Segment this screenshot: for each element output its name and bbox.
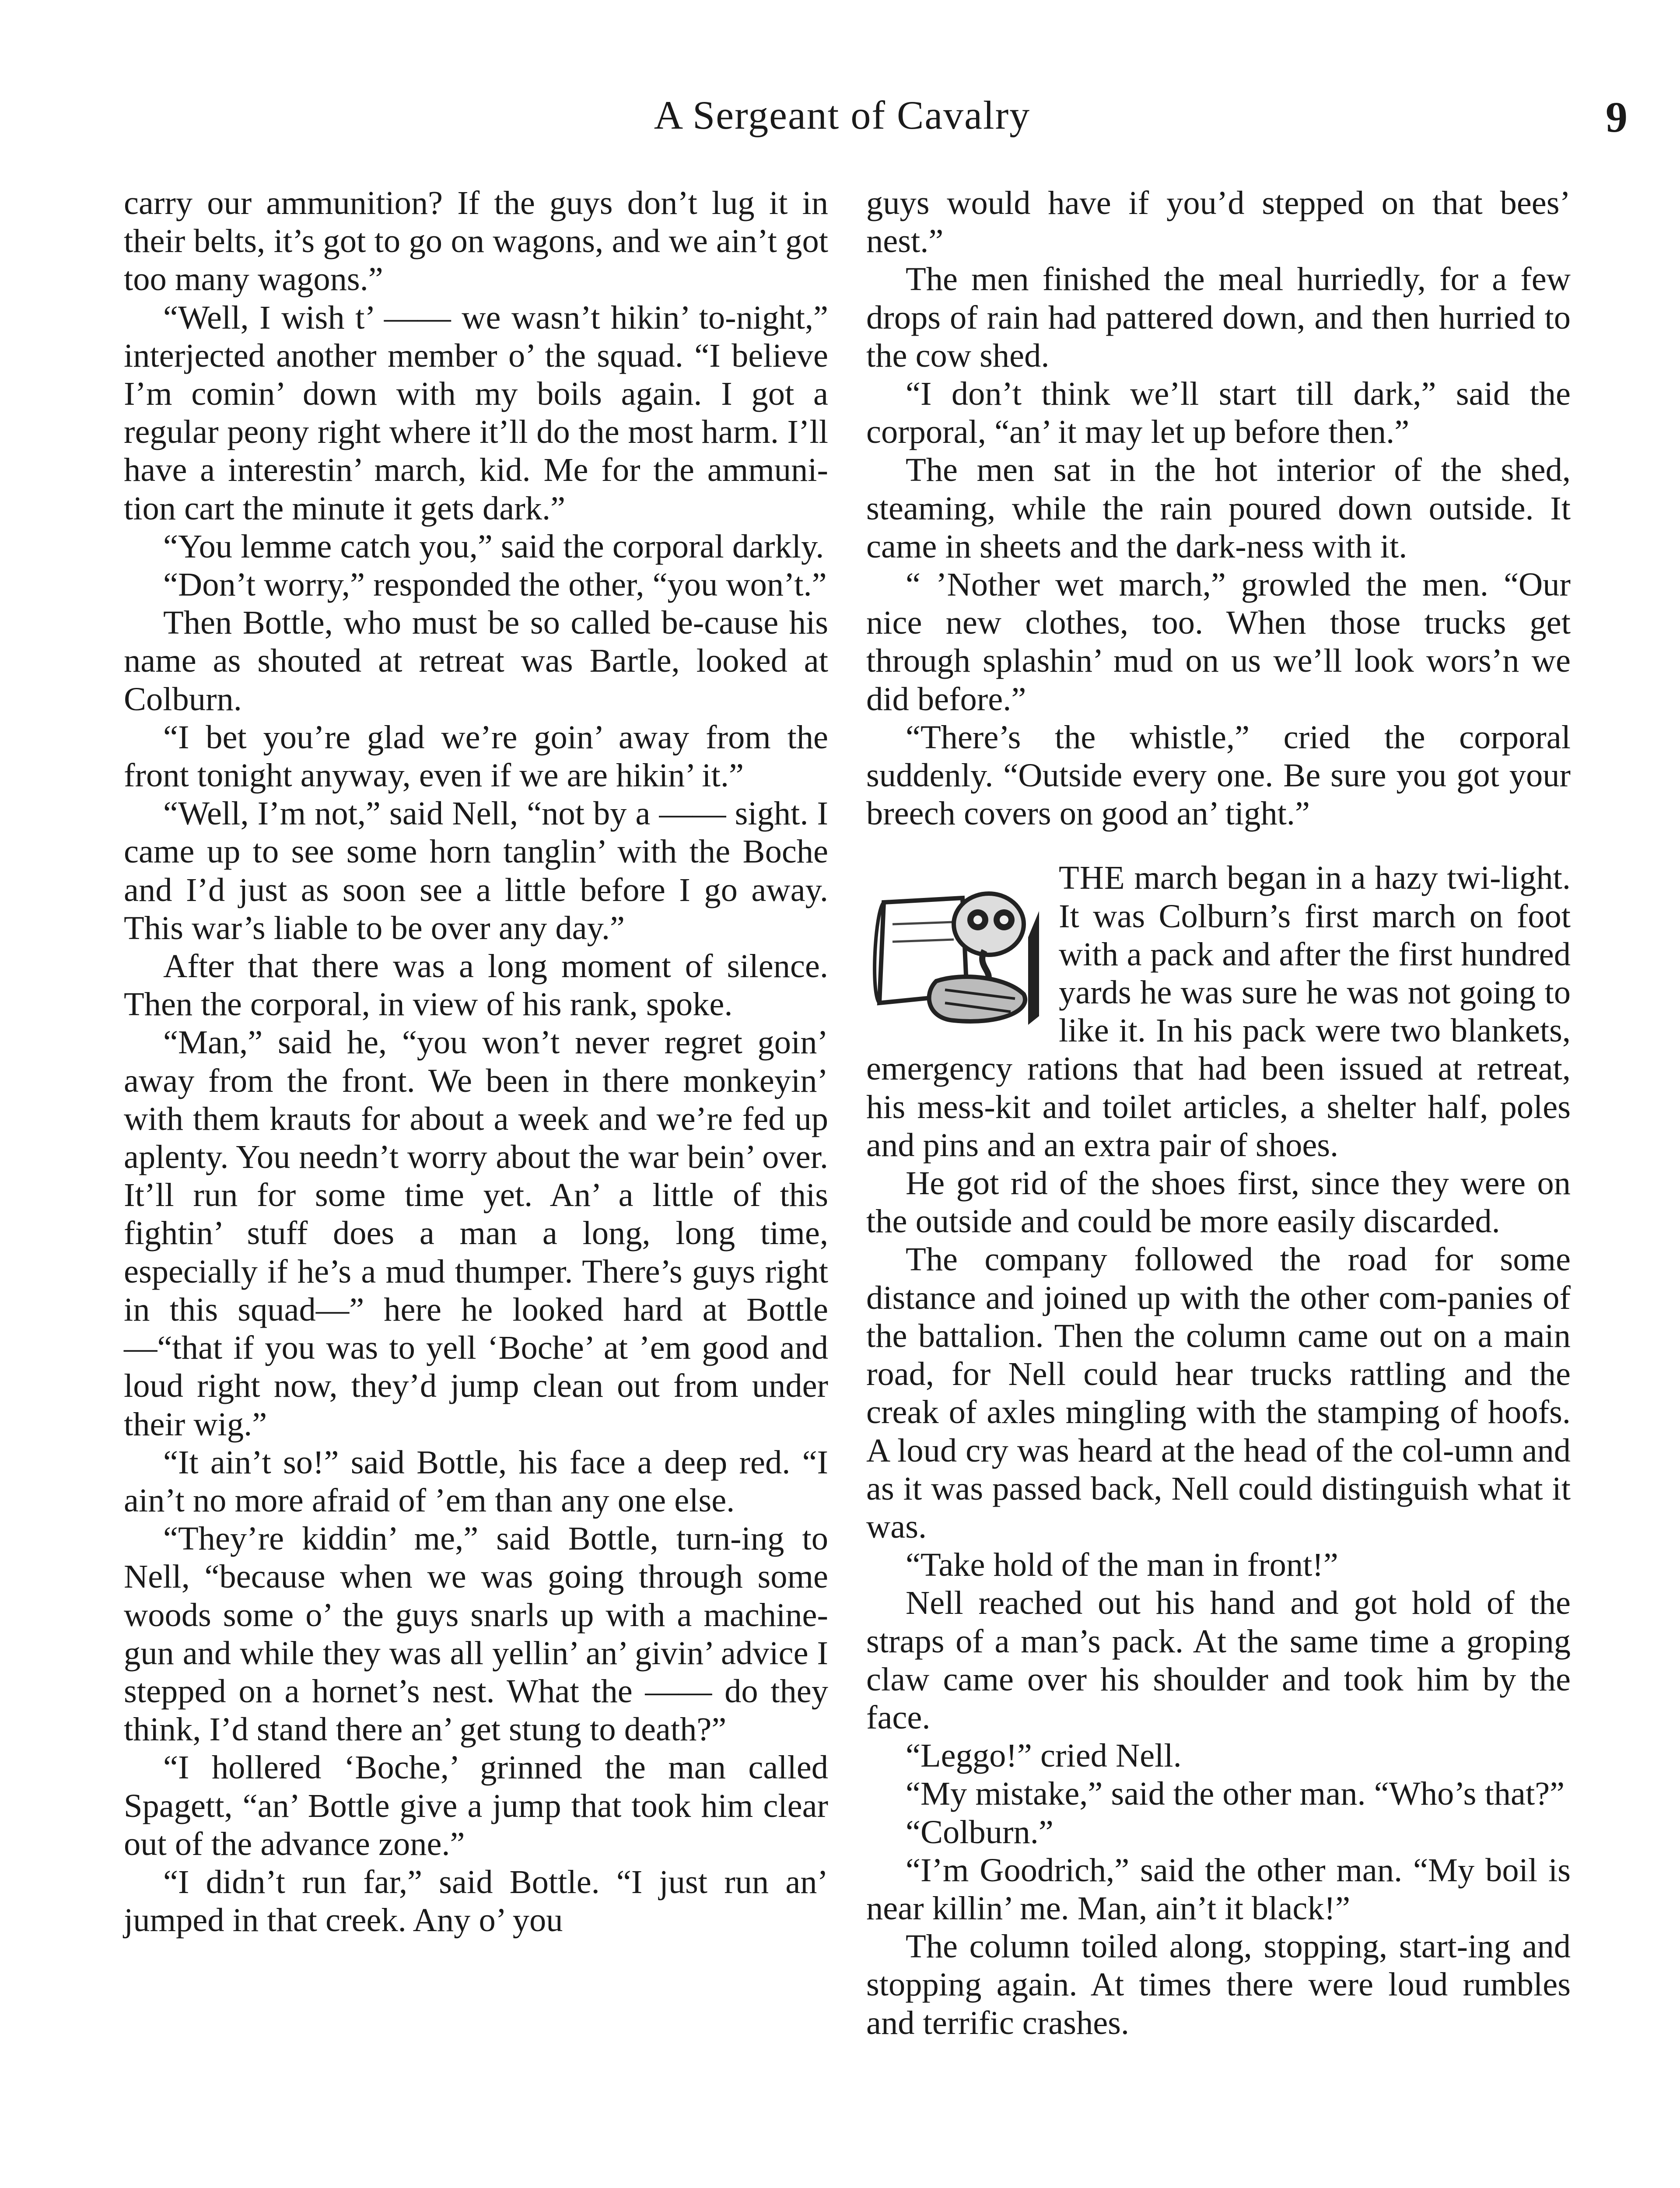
- right-column: [866, 184, 1571, 2042]
- paragraph: “There’s the whistle,” cried the corporal suddenly. “Outside every one. Be sure you got your breech covers on good an’ tight.”: [866, 718, 1571, 832]
- paragraph: “Leggo!” cried Nell.: [906, 1737, 1182, 1774]
- paragraph: “Colburn.”: [906, 1813, 1054, 1851]
- paragraph: He got rid of the shoes first, since they were on the outside and could be more easily discarded.: [866, 1164, 1571, 1240]
- paragraph: After that there was a long moment of silence. Then the corporal, in view of his rank, spoke.: [124, 947, 828, 1023]
- paragraph: “ ’Nother wet march,” growled the men. “Our nice new clothes, too. When those trucks get through splashin’ mud on us we’ll look wors’n we did before.”: [866, 566, 1571, 718]
- paragraph: “Well, I’m not,” said Nell, “not by a —— sight. I came up to see some horn tanglin’ with the Boche and I’d just as soon see a little before I go away. This war’s liable to be over any day.”: [124, 795, 828, 947]
- paragraph: Nell reached out his hand and got hold of the straps of a man’s pack. At the same time a groping claw came over his shoulder and took him by the face.: [866, 1584, 1571, 1736]
- paragraph: “You lemme catch you,” said the corporal darkly.: [163, 527, 824, 565]
- paragraph: “Well, I wish t’ —— we wasn’t hikin’ to-night,” interjected another member o’ the squad. “I believe I’m comin’ down with my boils again. I got a regular peony right where it’ll do the most harm. I’ll have a interestin’ march, kid. Me for the ammuni-tion cart the minute it gets dark.”: [124, 298, 828, 527]
- paragraph: guys would have if you’d stepped on that bees’ nest.”: [866, 184, 1571, 260]
- paragraph: The men finished the meal hurriedly, for a few drops of rain had pattered down, and then hurried to the cow shed.: [866, 260, 1571, 374]
- paragraph: “I bet you’re glad we’re goin’ away from the front tonight anyway, even if we are hikin’ it.”: [124, 718, 828, 794]
- section-opening-text: march began in a hazy twi-light. It was Colburn’s first march on foot with a pack and after the first hundred yards he was sure he was not going to like it. In his pack were two blankets, emergency rations that had been issued at retreat, his mess-kit and toilet articles, a shelter half, poles and pins and an extra pair of shoes.: [866, 859, 1571, 1164]
- paragraph: The men sat in the hot interior of the shed, steaming, while the rain poured down outside. It came in sheets and the dark-ness with it.: [866, 451, 1571, 565]
- section-lead-word: THE: [1059, 859, 1125, 897]
- paragraph: Then Bottle, who must be so called be-cause his name as shouted at retreat was Bartle, looked at Colburn.: [124, 604, 828, 718]
- paragraph: “I didn’t run far,” said Bottle. “I just run an’ jumped in that creek. Any o’ you: [124, 1863, 828, 1939]
- section-opening-paragraph: [866, 859, 1571, 1164]
- left-column: [124, 184, 828, 1939]
- paragraph: “My mistake,” said the other man. “Who’s that?”: [906, 1775, 1565, 1813]
- paragraph: “Don’t worry,” responded the other, “you won’t.”: [163, 566, 827, 603]
- paragraph: “I don’t think we’ll start till dark,” said the corporal, “an’ it may let up before then.”: [866, 375, 1571, 451]
- page-number: 9: [1606, 93, 1628, 141]
- paragraph: The company followed the road for some distance and joined up with the other com-panies of the battalion. Then the column came out on a main road, for Nell could hear trucks rattling and the creak of axles mingling with the stamping of hoofs. A loud cry was heard at the head of the col-umn and as it was passed back, Nell could distinguish what it was.: [866, 1241, 1571, 1545]
- running-title: A Sergeant of Cavalry: [654, 93, 1031, 137]
- paragraph: “It ain’t so!” said Bottle, his face a deep red. “I ain’t no more afraid of ’em than any one else.: [124, 1443, 828, 1519]
- paragraph: “They’re kiddin’ me,” said Bottle, turn-ing to Nell, “because when we was going through some woods some o’ the guys snarls up with a machine-gun and while they was all yellin’ an’ givin’ advice I stepped on a hornet’s nest. What the —— do they think, I’d stand there an’ get stung to death?”: [124, 1520, 828, 1748]
- paragraph: “Man,” said he, “you won’t never regret goin’ away from the front. We been in there monkeyin’ with them krauts for about a week and we’re fed up aplenty. You needn’t worry about the war bein’ over. It’ll run for some time yet. An’ a little of this fightin’ stuff does a man a long, long time, especially if he’s a mud thumper. There’s guys right in this squad—” here he looked hard at Bottle—“that if you was to yell ‘Boche’ at ’em good and loud right now, they’d jump clean out from under their wig.”: [124, 1024, 828, 1443]
- paragraph: “Take hold of the man in front!”: [906, 1546, 1338, 1584]
- page-header: [118, 83, 1628, 153]
- paragraph: “I’m Goodrich,” said the other man. “My boil is near killin’ me. Man, ain’t it black!”: [866, 1851, 1571, 1927]
- gas-mask-illustration-icon: [866, 885, 1041, 1034]
- paragraph: carry our ammunition? If the guys don’t lug it in their belts, it’s got to go on wagons, and we ain’t got too many wagons.”: [124, 184, 828, 298]
- paragraph: “I hollered ‘Boche,’ grinned the man called Spagett, “an’ Bottle give a jump that took him clear out of the advance zone.”: [124, 1749, 828, 1862]
- paragraph: The column toiled along, stopping, start-ing and stopping again. At times there were loud rumbles and terrific crashes.: [866, 1928, 1571, 2041]
